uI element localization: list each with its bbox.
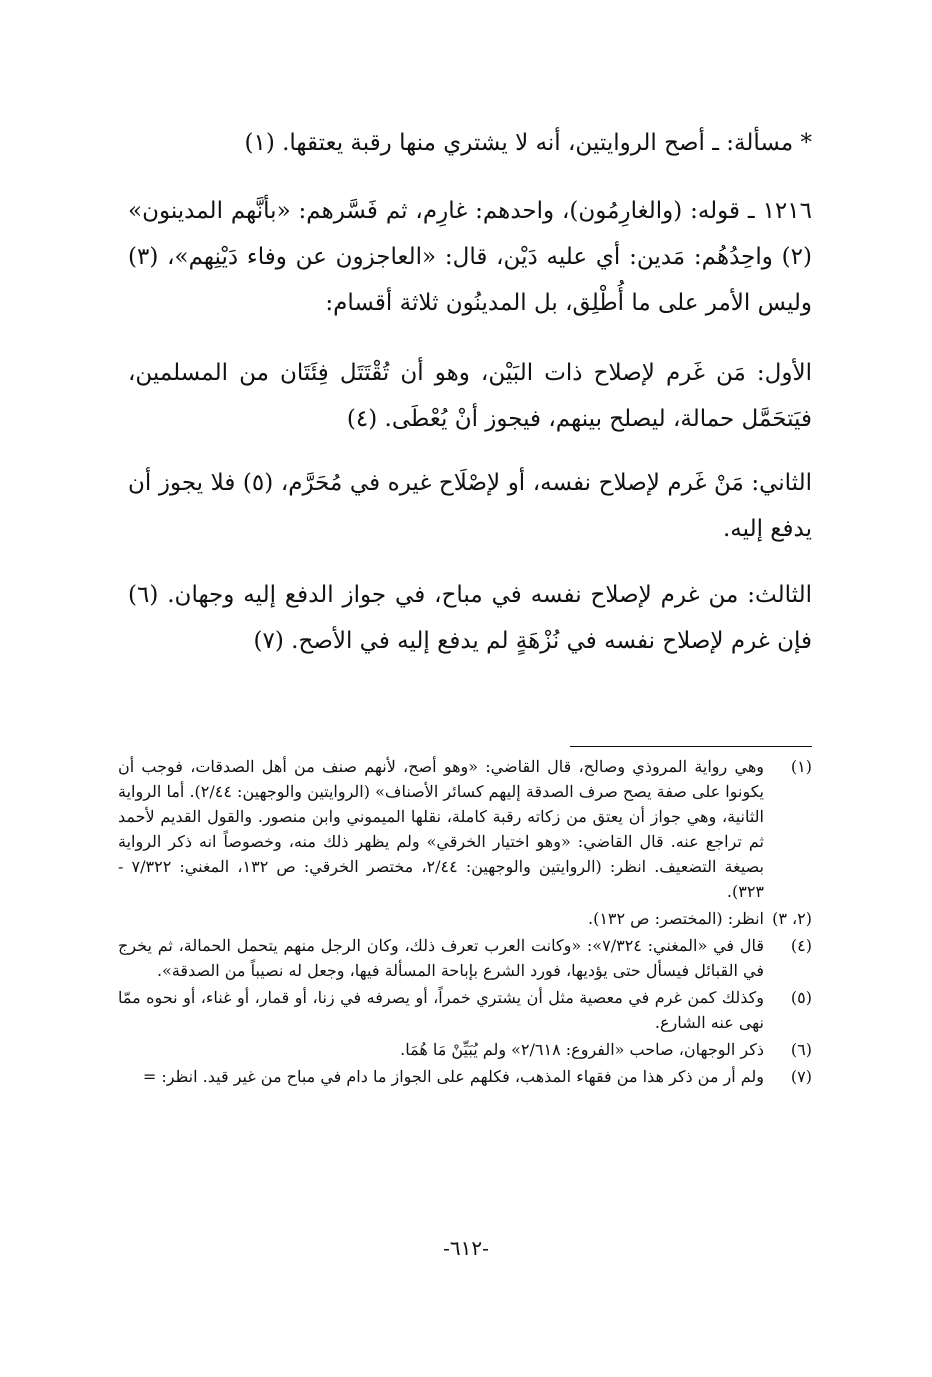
footnote-4 (118, 933, 812, 983)
footnote-text: قال في «المغني: ٧/٣٢٤»: «وكانت العرب تعرف ذلك، وكان الرجل منهم يتحمل الحمالة، ثم يخرج في القبائل فيسأل حتى يؤديها، فورد الشرع بإباحة المسألة فيها، وجعل له نصيباً من الصدقة». (118, 936, 764, 980)
paragraph-issue: * مسألة: ـ أصح الروايتين، أنه لا يشتري منها رقبة يعتقها. (١) (244, 130, 812, 156)
footnote-text: ذكر الوجهان، صاحب «الفروع: ٢/٦١٨» ولم يُبَيِّنْ مَا هُمَا. (400, 1040, 764, 1059)
page-number: -٦١٢- (443, 1236, 489, 1260)
footnote-text: وكذلك كمن غرم في معصية مثل أن يشتري خمراً، أو يصرفه في زنا، أو قمار، أو غناء، أو نحوه ممّا نهى عنه الشارع. (118, 988, 765, 1032)
footnote-number: (٤) (790, 936, 812, 955)
paragraph-first-category: الأول: مَن غَرم لإصلاح ذات البَيْن، وهو أن تُقْتَتَل فِئَتَان من المسلمين، فيَتحَمَّل حمالة، ليصلح بينهم، فيجوز أنْ يُعْطَى. (٤) (128, 360, 812, 432)
footnote-text: انظر: (المختصر: ص ١٣٢). (587, 909, 764, 928)
footnote-number: (١) (790, 757, 812, 776)
footnote-text: وهي رواية المروذي وصالح، قال القاضي: «وهو أصح، لأنهم صنف من أهل الصدقات، فوجب أن يكونوا على صفة يصح صرف الصدقة إليهم كسائر الأصناف» (الروايتين والوجهين: ٢/٤٤). أما الرواية الثانية، وهي جواز أن يعتق من زكاته رقبة كاملة، نقلها الميموني وابن منصور. والقول القديم لأحمد ثم تراجع عنه. قال القاضي: «وهو اختيار الخرقي» ولم يظهر ذلك منه، وخصوصاً انه ذكر الرواية بصيغة التضعيف. انظر: (الروايتين والوجهين: ٢/٤٤، مختصر الخرقي: ص ١٣٢، المغني: ٧/٣٢٢ - ٣٢٣). (118, 757, 764, 901)
footnote-number: (٧) (790, 1067, 812, 1086)
footnote-number: (٦) (790, 1040, 812, 1059)
footnote-7 (118, 1064, 812, 1089)
paragraph-1216-debtors: ١٢١٦ ـ قوله: (والغارِمُون)، واحدهم: غارِم، ثم فَسَّرهم: «بأنَّهم المدينون» (٢) واحِدُهُم: مَدين: أي عليه دَيْن، قال: «العاجزون عن وفاء دَيْنِهم»، (٣) وليس الأمر على ما أُطْلِق، بل المدينُون ثلاثة أقسام: (128, 198, 812, 316)
paragraph-second-category: الثاني: مَنْ غَرم لإصلاح نفسه، أو لإصْلَاح غيره في مُحَرَّم، (٥) فلا يجوز أن يدفع إليه. (128, 470, 813, 542)
footnote-5 (118, 985, 812, 1035)
footnote-6 (118, 1037, 812, 1062)
footnote-1 (118, 754, 812, 904)
footnotes (118, 754, 812, 1091)
footnote-text: ولم أر من ذكر هذا من فقهاء المذهب، فكلهم على الجواز ما دام في مباح من غير قيد. انظر: = (142, 1067, 764, 1086)
footnote-number: (٢، ٣) (772, 909, 812, 928)
footnote-separator (570, 746, 812, 747)
footnote-number: (٥) (790, 988, 812, 1007)
footnote-2-3 (118, 906, 812, 931)
paragraph-third-category: الثالث: من غرم لإصلاح نفسه في مباح، في جواز الدفع إليه وجهان. (٦) فإن غرم لإصلاح نفسه في نُزْهَةٍ لم يدفع إليه في الأصح. (٧) (128, 582, 812, 654)
